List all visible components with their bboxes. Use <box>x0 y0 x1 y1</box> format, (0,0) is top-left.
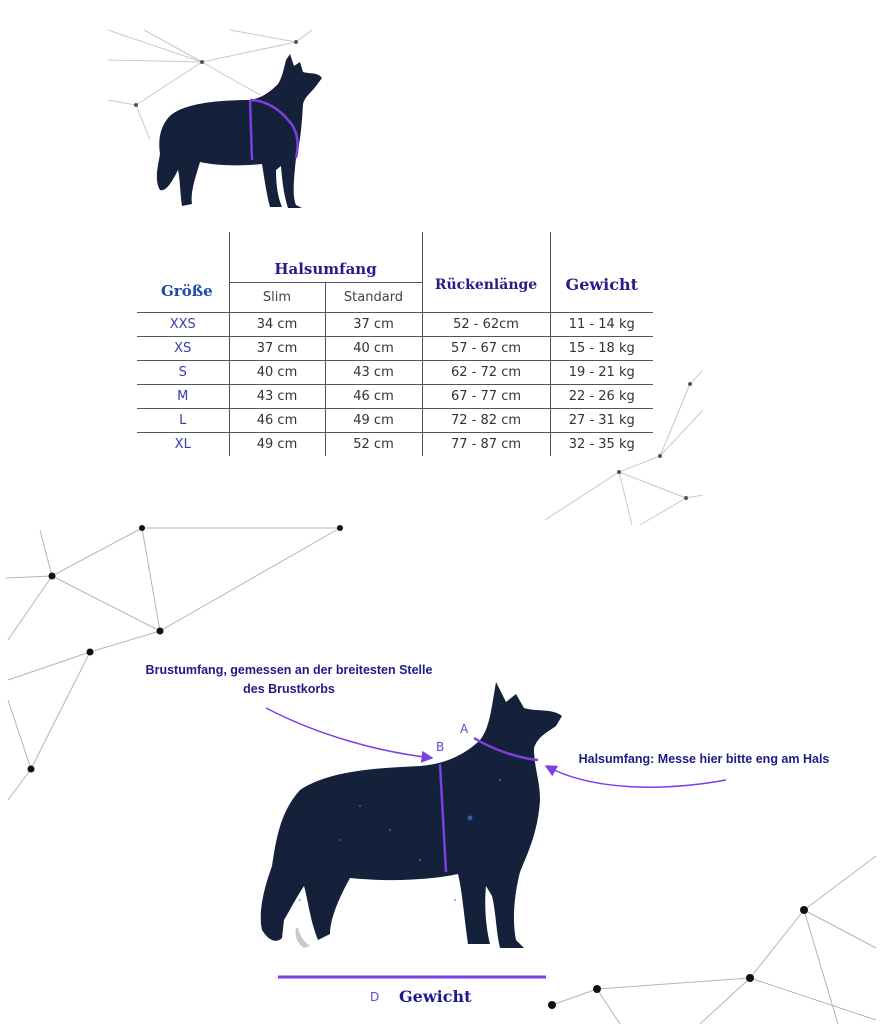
weight-label: Gewicht <box>399 987 472 1006</box>
standard-cell: 46 cm <box>325 384 422 408</box>
large-dog-silhouette <box>261 682 562 948</box>
standard-cell: 43 cm <box>325 360 422 384</box>
back-cell: 62 - 72 cm <box>422 360 550 384</box>
slim-header: Slim <box>229 282 325 312</box>
slim-cell: 37 cm <box>229 336 325 360</box>
large-dog-tail-highlight <box>295 928 310 948</box>
point-d-label: D <box>370 990 380 1004</box>
chest-measurement-label <box>132 661 446 699</box>
chest-label-line2: des Brustkorbs <box>243 682 335 696</box>
back-length-header: Rückenlänge <box>422 270 550 300</box>
neck-measurement-label: Halsumfang: Messe hier bitte eng am Hals <box>578 752 830 766</box>
weight-cell: 15 - 18 kg <box>550 336 653 360</box>
slim-cell: 34 cm <box>229 312 325 336</box>
back-cell: 57 - 67 cm <box>422 336 550 360</box>
standard-cell: 40 cm <box>325 336 422 360</box>
chest-label-line1: Brustumfang, gemessen an der breitesten Stelle <box>145 663 433 677</box>
size-cell: XL <box>174 436 191 452</box>
weight-cell: 19 - 21 kg <box>550 360 653 384</box>
size-cell: M <box>137 384 229 408</box>
slim-cell: 40 cm <box>229 360 325 384</box>
size-cell: L <box>137 408 229 432</box>
weight-cell: 22 - 26 kg <box>550 384 653 408</box>
slim-cell: 43 cm <box>229 384 325 408</box>
weight-header: Gewicht <box>550 270 653 300</box>
standard-header: Standard <box>325 282 422 312</box>
back-cell: 77 - 87 cm <box>422 432 550 456</box>
size-header: Größe <box>161 281 213 300</box>
standard-cell: 52 cm <box>325 432 422 456</box>
point-b-label: B <box>436 740 445 754</box>
standard-cell: 37 cm <box>325 312 422 336</box>
standard-cell: 49 cm <box>325 408 422 432</box>
size-cell: XXS <box>137 312 229 336</box>
neck-header: Halsumfang <box>229 232 422 282</box>
weight-cell: 27 - 31 kg <box>550 408 653 432</box>
weight-cell: 11 - 14 kg <box>550 312 653 336</box>
neck-arrow <box>546 766 726 787</box>
back-cell: 72 - 82 cm <box>422 408 550 432</box>
size-cell: S <box>137 360 229 384</box>
slim-cell: 49 cm <box>229 432 325 456</box>
size-cell: XS <box>137 336 229 360</box>
chest-arrow <box>266 708 432 758</box>
back-cell: 67 - 77 cm <box>422 384 550 408</box>
weight-cell: 32 - 35 kg <box>550 432 653 456</box>
back-cell: 52 - 62cm <box>422 312 550 336</box>
slim-cell: 46 cm <box>229 408 325 432</box>
point-a-label: A <box>460 722 469 736</box>
